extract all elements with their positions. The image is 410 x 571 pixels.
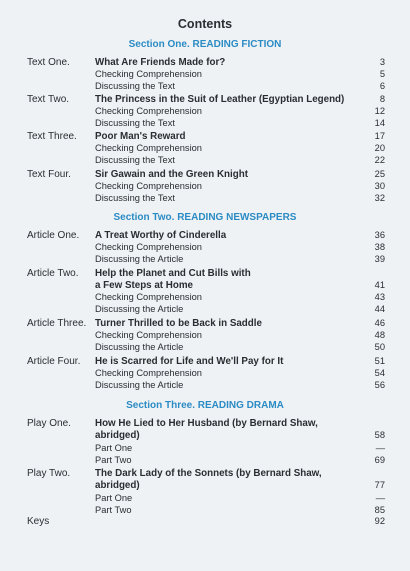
entry-title: Sir Gawain and the Green Knight: [95, 169, 248, 180]
entry-subitem: Checking Comprehension: [95, 368, 202, 378]
entry-label: Article Four.: [27, 356, 81, 367]
page-number: 41: [374, 280, 385, 290]
entry-title: A Treat Worthy of Cinderella: [95, 230, 227, 241]
page-number: 22: [374, 155, 385, 165]
page-number: 77: [374, 480, 385, 490]
page-number: 30: [374, 181, 385, 191]
entry-label: Article One.: [27, 230, 80, 241]
entry-title: abridged): [95, 480, 140, 491]
entry-subitem: Checking Comprehension: [95, 292, 202, 302]
entry-title: abridged): [95, 430, 140, 441]
entry-label: Play One.: [27, 418, 71, 429]
entry-subitem: Checking Comprehension: [95, 330, 202, 340]
section-heading: Section Two. READING NEWSPAPERS: [113, 212, 297, 223]
entry-subitem: Discussing the Article: [95, 380, 184, 390]
entry-title: How He Lied to Her Husband (by Bernard Shaw,: [95, 418, 318, 429]
entry-subitem: Discussing the Text: [95, 155, 175, 165]
entry-label: Text One.: [27, 57, 70, 68]
entry-subitem: Discussing the Article: [95, 304, 184, 314]
entry-title: The Princess in the Suit of Leather (Egyptian Legend): [95, 94, 345, 105]
entry-title: He is Scarred for Life and We'll Pay for It: [95, 356, 284, 367]
entry-subitem: Checking Comprehension: [95, 106, 202, 116]
entry-subitem: Discussing the Article: [95, 254, 184, 264]
page-number: —: [375, 443, 385, 453]
page-number: 92: [374, 516, 385, 526]
page-number: 69: [374, 455, 385, 465]
page-number: 50: [374, 342, 385, 352]
entry-title: a Few Steps at Home: [95, 280, 193, 291]
entry-title: Turner Thrilled to be Back in Saddle: [95, 318, 262, 329]
entry-subitem: Discussing the Text: [95, 81, 175, 91]
entry-subitem: Checking Comprehension: [95, 69, 202, 79]
page-number: 48: [374, 330, 385, 340]
page-number: 46: [374, 318, 385, 328]
entry-subitem: Part Two: [95, 455, 132, 465]
section-heading: Section Three. READING DRAMA: [126, 400, 284, 411]
page-number: 17: [374, 131, 385, 141]
entry-subitem: Part One: [95, 493, 133, 503]
page-number: 39: [374, 254, 385, 264]
entry-label: Article Two.: [27, 268, 79, 279]
page-number: 8: [379, 94, 385, 104]
page-number: 36: [374, 230, 385, 240]
section-heading: Section One. READING FICTION: [128, 39, 282, 50]
entry-title: Help the Planet and Cut Bills with: [95, 268, 251, 279]
entry-label: Article Three.: [27, 318, 87, 329]
page-number: 56: [374, 380, 385, 390]
entry-subitem: Checking Comprehension: [95, 242, 202, 252]
entry-subitem: Checking Comprehension: [95, 181, 202, 191]
entry-title: The Dark Lady of the Sonnets (by Bernard Shaw,: [95, 468, 322, 479]
page-number: 12: [374, 106, 385, 116]
page-number: 20: [374, 143, 385, 153]
entry-subitem: Part Two: [95, 505, 132, 515]
entry-subitem: Discussing the Article: [95, 342, 184, 352]
page-number: 3: [379, 57, 385, 67]
page-title: Contents: [177, 17, 233, 31]
entry-subitem: Discussing the Text: [95, 118, 175, 128]
entry-label: Text Two.: [27, 94, 70, 105]
entry-label: Keys: [27, 516, 50, 527]
entry-subitem: Part One: [95, 443, 133, 453]
page-number: 38: [374, 242, 385, 252]
entry-subitem: Discussing the Text: [95, 193, 175, 203]
entry-label: Play Two.: [27, 468, 71, 479]
page-number: 85: [374, 505, 385, 515]
page-number: 54: [374, 368, 385, 378]
entry-title: Poor Man's Reward: [95, 131, 186, 142]
page-number: 58: [374, 430, 385, 440]
page-number: 32: [374, 193, 385, 203]
entry-label: Text Three.: [27, 131, 77, 142]
page-number: 43: [374, 292, 385, 302]
page-number: —: [375, 493, 385, 503]
page-number: 6: [379, 81, 385, 91]
entry-subitem: Checking Comprehension: [95, 143, 202, 153]
page-number: 51: [374, 356, 385, 366]
page-number: 25: [374, 169, 385, 179]
page-number: 14: [374, 118, 385, 128]
page-number: 5: [379, 69, 385, 79]
entry-title: What Are Friends Made for?: [95, 57, 226, 68]
page-number: 44: [374, 304, 385, 314]
entry-label: Text Four.: [27, 169, 71, 180]
